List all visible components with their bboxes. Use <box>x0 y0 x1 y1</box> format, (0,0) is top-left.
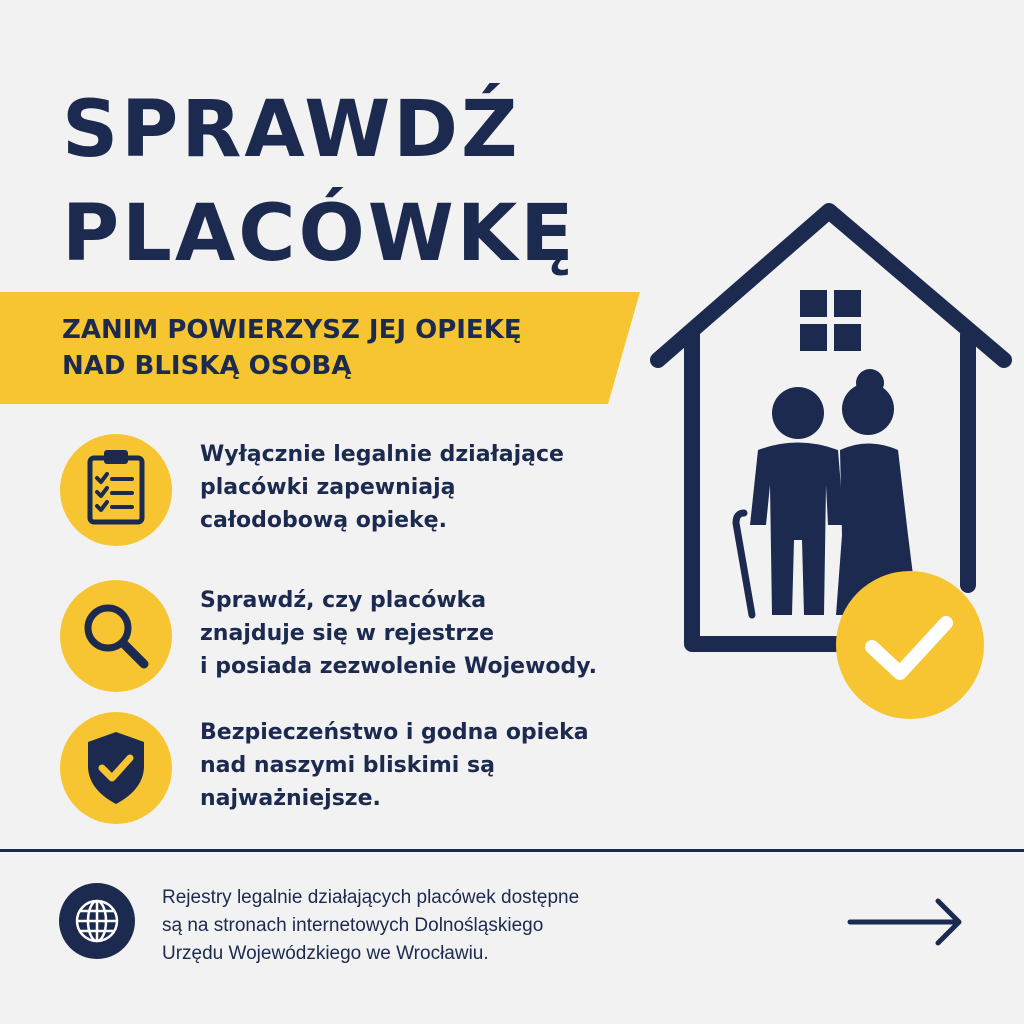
feature-line: Bezpieczeństwo i godna opieka <box>200 720 589 745</box>
feature-icon-circle <box>60 434 172 546</box>
title-line-2: PLACÓWKĘ <box>62 189 577 279</box>
globe-icon <box>58 882 136 960</box>
subtitle-banner <box>0 292 640 404</box>
feature-line: Wyłącznie legalnie działające <box>200 442 564 467</box>
feature-line: i posiada zezwolenie Wojewody. <box>200 654 597 679</box>
clipboard-checklist-icon <box>60 434 172 546</box>
shield-check-icon <box>60 712 172 824</box>
feature-line: najważniejsze. <box>200 786 381 811</box>
footer-line: Urzędu Wojewódzkiego we Wrocławiu. <box>162 943 489 964</box>
footer-line: Rejestry legalnie działających placówek dostępne <box>162 887 580 908</box>
feature-icon-circle <box>60 712 172 824</box>
feature-line: placówki zapewniają <box>200 475 456 500</box>
house-elderly-couple-icon <box>640 195 1024 725</box>
title-line-1: SPRAWDŹ <box>62 85 521 175</box>
feature-item-register <box>60 580 620 698</box>
feature-text <box>200 438 564 537</box>
arrow-right-icon[interactable] <box>846 895 966 949</box>
page-title <box>62 78 577 286</box>
feature-item-legal <box>60 434 620 552</box>
feature-line: Sprawdź, czy placówka <box>200 588 487 613</box>
banner-line-2: NAD BLISKĄ OSOBĄ <box>62 351 352 381</box>
feature-line: całodobową opiekę. <box>200 508 447 533</box>
checkmark-badge-icon <box>836 571 984 719</box>
magnifier-icon <box>60 580 172 692</box>
feature-text <box>200 584 597 683</box>
feature-text <box>200 716 589 815</box>
feature-line: nad naszymi bliskimi są <box>200 753 495 778</box>
feature-item-safety <box>60 712 620 830</box>
banner-text <box>62 312 522 384</box>
feature-line: znajduje się w rejestrze <box>200 621 495 646</box>
footer-line: są na stronach internetowych Dolnośląskiego <box>162 915 544 936</box>
feature-icon-circle <box>60 580 172 692</box>
footer-info-text <box>162 884 579 968</box>
banner-line-1: ZANIM POWIERZYSZ JEJ OPIEKĘ <box>62 315 522 345</box>
footer-divider <box>0 849 1024 852</box>
